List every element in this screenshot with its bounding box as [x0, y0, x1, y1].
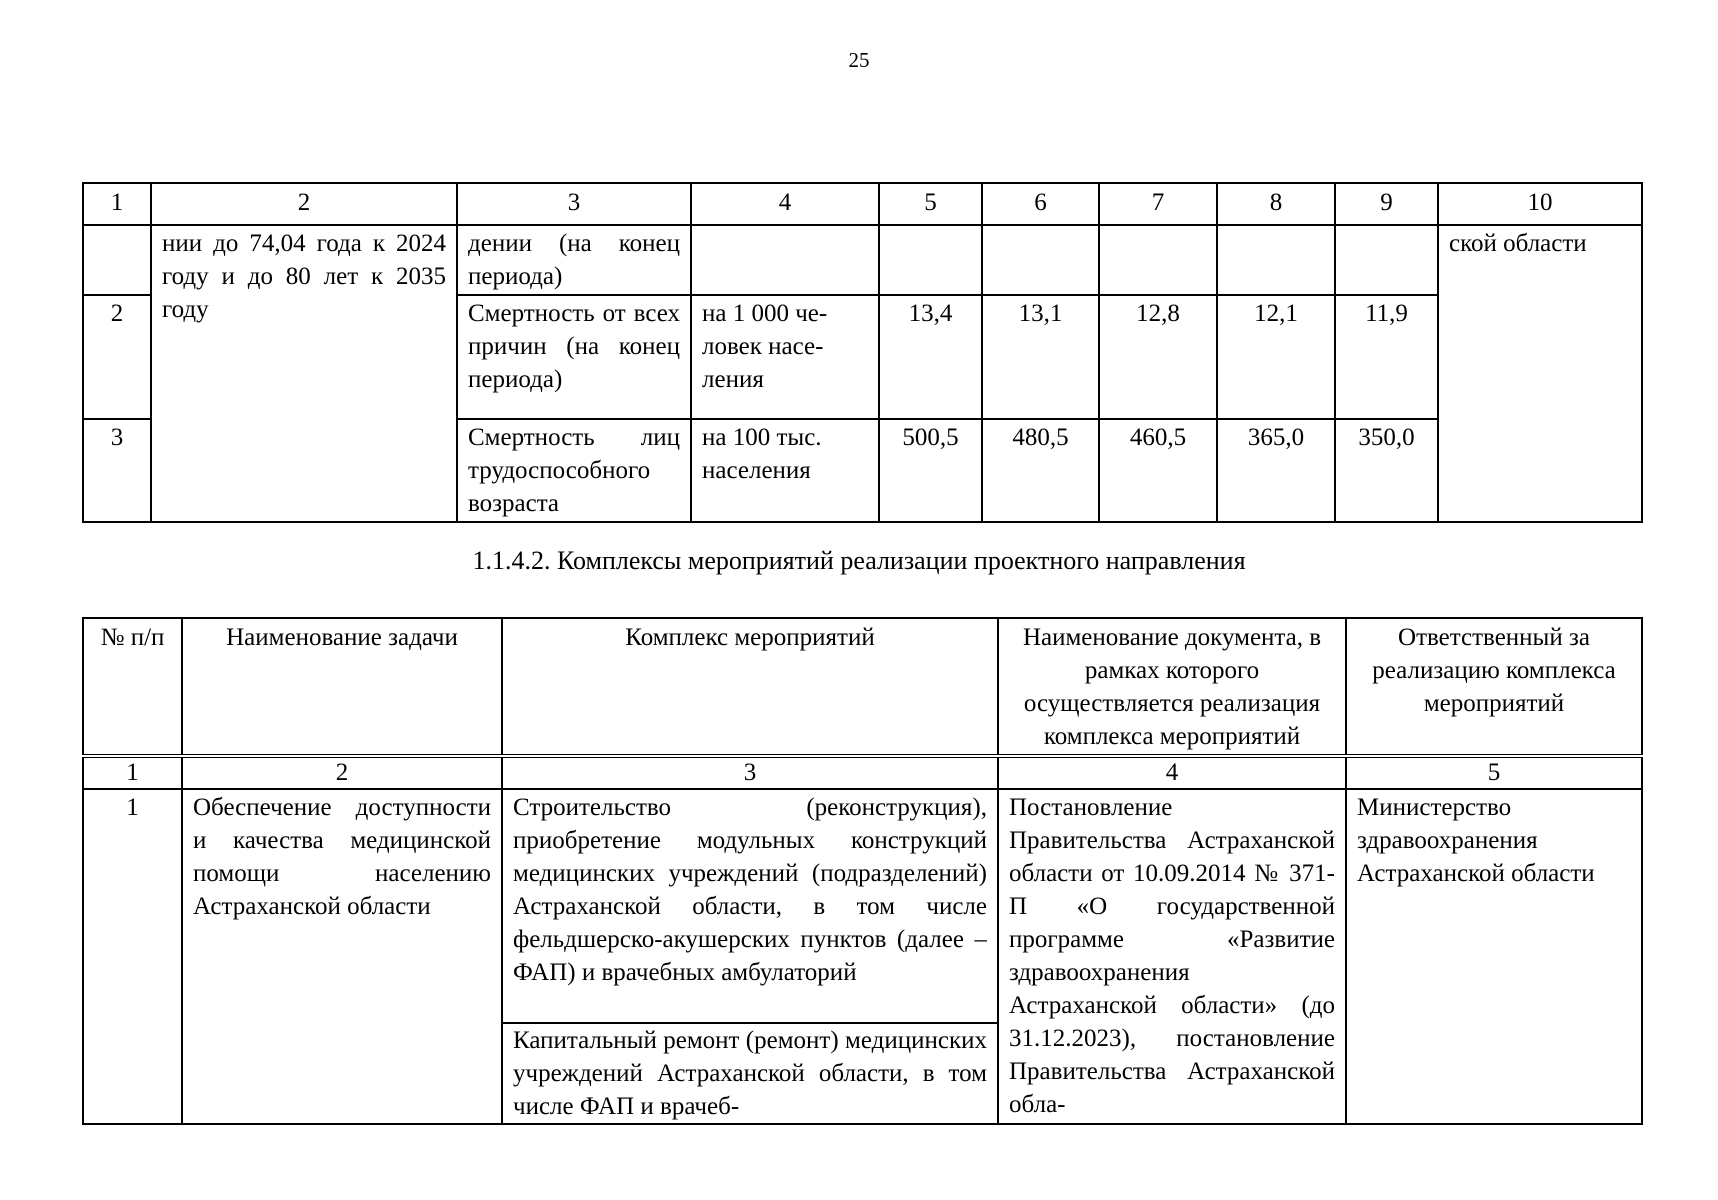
col-header: 4: [691, 183, 879, 225]
responsible-cell: ской области: [1438, 225, 1642, 522]
value-cell: 12,1: [1217, 295, 1335, 419]
indicator-cell: Смертность лиц трудоспособного возраста: [457, 419, 691, 522]
col-header: 3: [457, 183, 691, 225]
col-number: 2: [182, 756, 502, 789]
row-number: 2: [83, 295, 151, 419]
table-row: [83, 789, 1642, 1124]
col-header: 10: [1438, 183, 1642, 225]
responsible-cell: Министерство здравоохранения Астраханской области: [1346, 789, 1642, 1124]
col-header: 1: [83, 183, 151, 225]
col-header-responsible: Ответственный за реализацию комплекса мероприятий: [1346, 618, 1642, 756]
col-number: 1: [83, 756, 182, 789]
complex-item: Капитальный ремонт (ремонт) медицинских учреждений Астраханской области, в том числе ФАП и врачеб-: [503, 1022, 997, 1123]
col-number: 4: [998, 756, 1346, 789]
col-header: 8: [1217, 183, 1335, 225]
indicator-cell: дении (на конец периода): [457, 225, 691, 295]
value-cell: 12,8: [1099, 295, 1217, 419]
col-header-num: № п/п: [83, 618, 182, 756]
col-header: 9: [1335, 183, 1438, 225]
col-header: 2: [151, 183, 457, 225]
row-number: [83, 225, 151, 295]
value-cell: [1099, 225, 1217, 295]
col-header: 6: [982, 183, 1099, 225]
column-number-row: [83, 756, 1642, 789]
measures-table: [82, 617, 1643, 1125]
value-cell: [982, 225, 1099, 295]
value-cell: 480,5: [982, 419, 1099, 522]
table-header-row: [83, 183, 1642, 225]
value-cell: 13,1: [982, 295, 1099, 419]
value-cell: 500,5: [879, 419, 982, 522]
table-row: [83, 225, 1642, 295]
goal-cell: нии до 74,04 года к 2024 году и до 80 лет к 2035 году: [151, 225, 457, 522]
page-number: 25: [848, 48, 870, 72]
col-number: 5: [1346, 756, 1642, 789]
value-cell: 11,9: [1335, 295, 1438, 419]
table-header-row: [83, 618, 1642, 756]
col-header: 7: [1099, 183, 1217, 225]
indicator-cell: Смертность от всех причин (на конец периода): [457, 295, 691, 419]
unit-cell: [691, 225, 879, 295]
unit-cell: на 100 тыс. населения: [691, 419, 879, 522]
value-cell: 350,0: [1335, 419, 1438, 522]
value-cell: 13,4: [879, 295, 982, 419]
document-cell: Постановление Правительства Астраханской области от 10.09.2014 № 371-П «О государственной программе «Развитие здравоохранения Астраханской области» (до 31.12.2023), постановление Правительства Астраханской обла-: [998, 789, 1346, 1124]
col-header: 5: [879, 183, 982, 225]
col-header-document: Наименование документа, в рамках которого осуществляется реализация комплекса мероприятий: [998, 618, 1346, 756]
value-cell: 365,0: [1217, 419, 1335, 522]
task-cell: Обеспечение доступности и качества медицинской помощи населению Астраханской области: [182, 789, 502, 1124]
value-cell: [1335, 225, 1438, 295]
col-number: 3: [502, 756, 998, 789]
complex-item: Строительство (реконструкция), приобретение модульных конструкций медицинских учреждений (подразделений) Астраханской области, в том числе фельдшерско-акушерских пунктов (далее – ФАП) и врачебных амбулаторий: [513, 794, 987, 986]
row-number: 3: [83, 419, 151, 522]
col-header-task: Наименование задачи: [182, 618, 502, 756]
complex-cell: [502, 789, 998, 1124]
col-header-complex: Комплекс мероприятий: [502, 618, 998, 756]
value-cell: [879, 225, 982, 295]
unit-cell: на 1 000 че-ловек насе-ления: [691, 295, 879, 419]
value-cell: [1217, 225, 1335, 295]
section-title: 1.1.4.2. Комплексы мероприятий реализации проектного направления: [472, 546, 1246, 575]
row-number: 1: [83, 789, 182, 1124]
value-cell: 460,5: [1099, 419, 1217, 522]
indicators-table: [82, 182, 1643, 523]
